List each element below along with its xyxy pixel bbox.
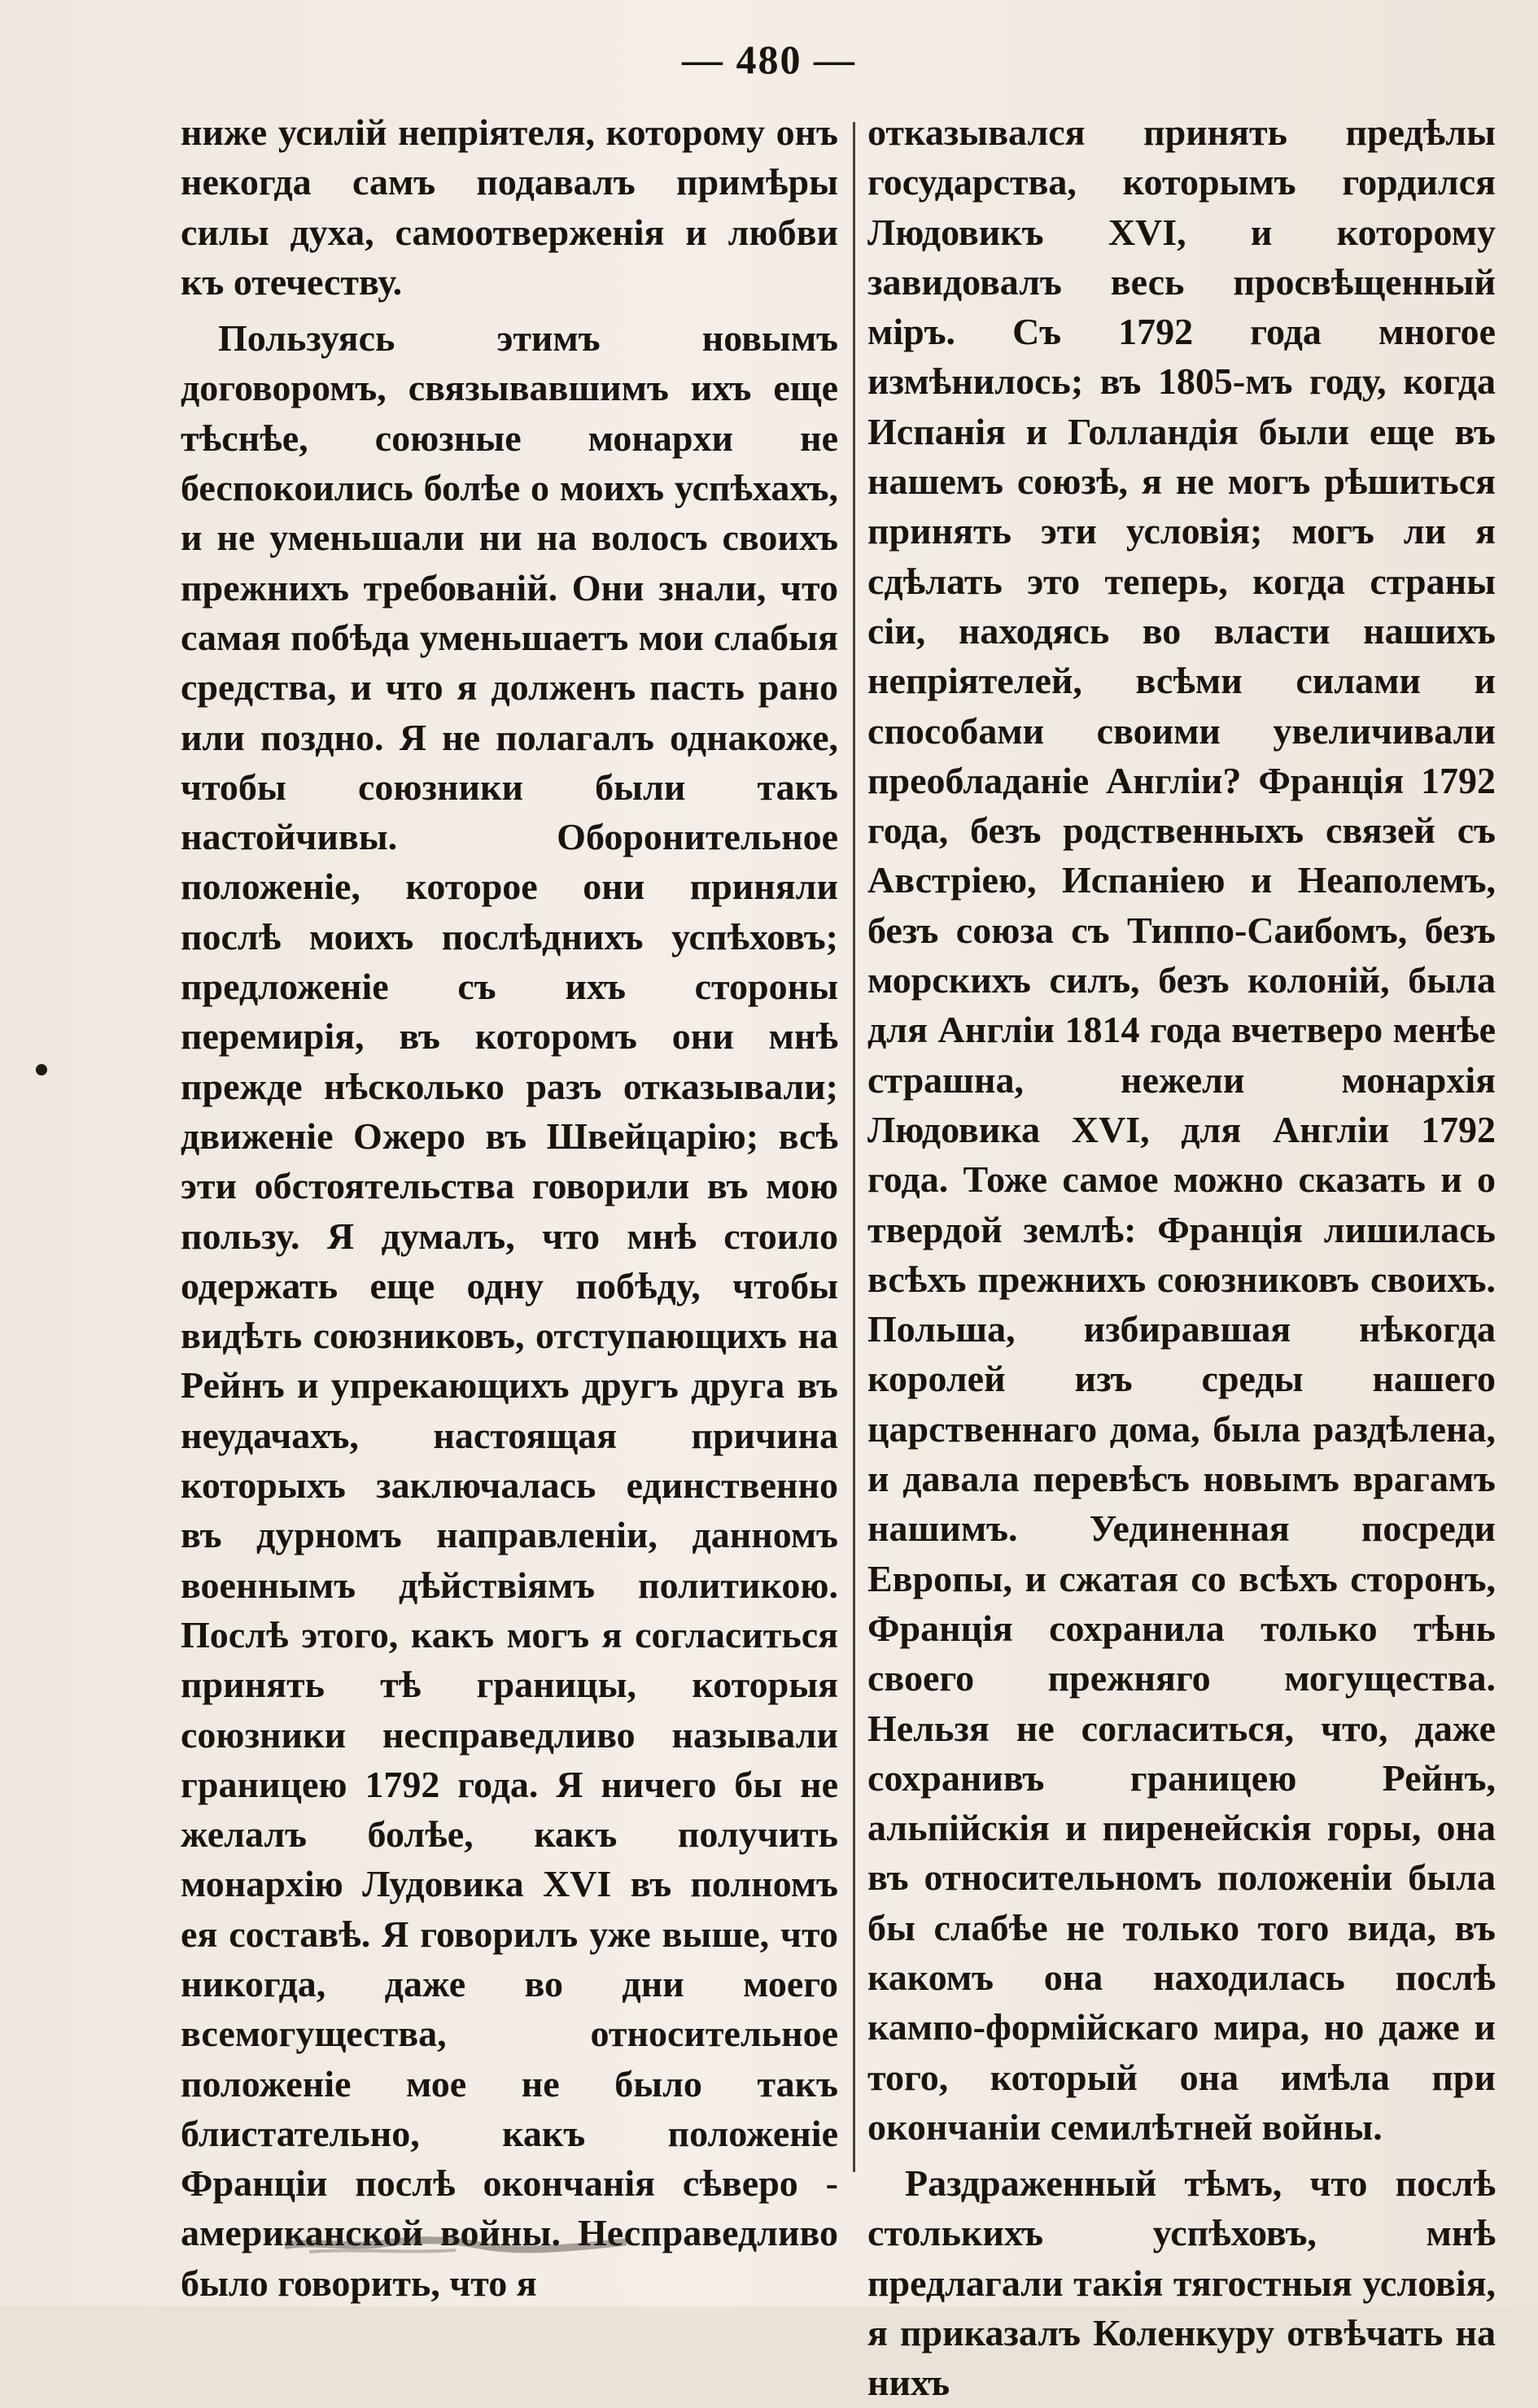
margin-ink-dot (36, 1064, 47, 1075)
left-paragraph-2: Пользуясь этимъ новымъ договоромъ, связывавшимъ ихъ еще тѣснѣе, союзные монархи не беспокоились болѣе о моихъ успѣхахъ, и не уменьшали ни на волосъ своихъ прежнихъ требованій. Они знали, что самая побѣда уменьшаетъ мои слабыя средства, и что я долженъ пасть рано или поздно. Я не полагалъ однакоже, чтобы союзники были такъ настойчивы. Оборонительное положеніе, которое они приняли послѣ моихъ послѣднихъ успѣховъ; предложеніе съ ихъ стороны перемирія, въ которомъ они мнѣ прежде нѣсколько разъ отказывали; движеніе Ожеро въ Швейцарію; всѣ эти обстоятельства говорили въ мою пользу. Я думалъ, что мнѣ стоило одержать еще одну побѣду, чтобы видѣть союзниковъ, отступающихъ на Рейнъ и упрекающихъ другъ друга въ неудачахъ, настоящая причина которыхъ заключалась единственно въ дурномъ направленіи, данномъ военнымъ дѣйствіямъ политикою. Послѣ этого, какъ могъ я согласиться принять тѣ границы, которыя союзники несправедливо называли границею 1792 года. Я ничего бы не желалъ болѣе, какъ получить монархію Лудовика XVI въ полномъ ея составѣ. Я говорилъ уже выше, что никогда, даже во дни моего всемогущества, относительное положеніе мое не было такъ блистательно, какъ положеніе Франціи послѣ окончанія сѣверо - американской войны. Несправедливо было говорить, что я (181, 317, 838, 2304)
ink-stamp-smudge (285, 2229, 627, 2257)
left-column (181, 107, 838, 2308)
page-number: — 480 — (682, 37, 856, 82)
right-paragraph-2: Раздраженный тѣмъ, что послѣ столькихъ успѣховъ, мнѣ предлагали такія тягостныя условія, я приказалъ Коленкуру отвѣчать на нихъ (867, 2162, 1496, 2404)
column-divider (853, 122, 855, 2172)
right-column (867, 107, 1496, 2408)
right-paragraph-1: отказывался принять предѣлы государства, которымъ гордился Людовикъ XVI, и которому завидовалъ весь просвѣщенный міръ. Съ 1792 года многое измѣнилось; въ 1805-мъ году, когда Испанія и Голландія были еще въ нашемъ союзѣ, я не могъ рѣшиться принять эти условія; могъ ли я сдѣлать это теперь, когда страны сіи, находясь во власти нашихъ непріятелей, всѣми силами и способами своими увеличивали преобладаніе Англіи? Франція 1792 года, безъ родственныхъ связей съ Австріею, Испаніею и Неаполемъ, безъ союза съ Типпо-Саибомъ, безъ морскихъ силъ, безъ колоній, была для Англіи 1814 года вчетверо менѣе страшна, нежели монархія Людовика XVI, для Англіи 1792 года. Тоже самое можно сказать и о твердой землѣ: Франція лишилась всѣхъ прежнихъ союзниковъ своихъ. Польша, избиравшая нѣкогда королей изъ среды нашего царственнаго дома, была раздѣлена, и давала перевѣсъ новымъ врагамъ нашимъ. Уединенная посреди Европы, и сжатая со всѣхъ сторонъ, Франція сохранила только тѣнь своего прежняго могущества. Нельзя не согласиться, что, даже сохранивъ границею Рейнъ, альпійскія и пиренейскія горы, она въ относительномъ положеніи была бы слабѣе не только того вида, въ какомъ она находилась послѣ кампо-формійскаго мира, но даже и того, который она имѣла при окончаніи семилѣтней войны. (867, 111, 1496, 2148)
left-paragraph-1: ниже усилій непріятеля, которому онъ некогда самъ подавалъ примѣры силы духа, самоотверженія и любви къ отечеству. (181, 111, 838, 303)
